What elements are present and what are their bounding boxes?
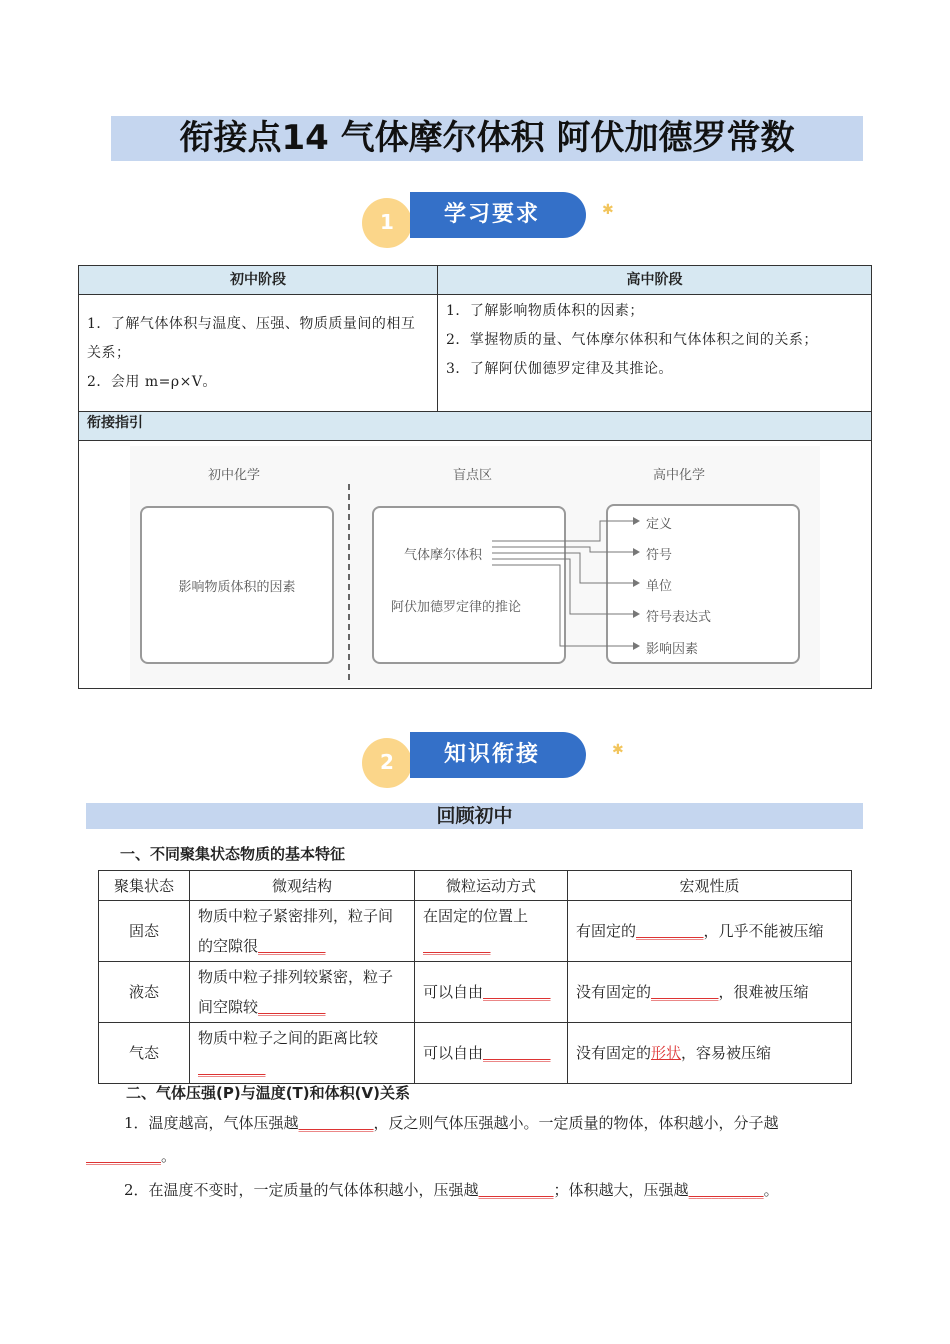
- paragraph-2: [124, 1174, 864, 1207]
- answer-blank[interactable]: _________: [651, 983, 719, 1001]
- senior-item: 单位: [646, 579, 673, 594]
- bridge-diagram: [130, 446, 820, 686]
- junior-cell: [79, 295, 438, 412]
- macro-tail: ，容易被压缩: [681, 1044, 772, 1062]
- col-senior-label: 高中化学: [653, 468, 706, 483]
- answer-blank[interactable]: _________: [483, 983, 551, 1001]
- paragraph-text: 。: [763, 1181, 779, 1199]
- paragraph-text: 1．温度越高，气体压强越: [124, 1114, 299, 1132]
- star-icon: ✱: [612, 742, 624, 758]
- state-cell: 固态: [99, 901, 190, 962]
- connector-line: [492, 559, 633, 614]
- table-row: [99, 962, 852, 1023]
- macro-text: 没有固定的: [576, 983, 652, 1001]
- answer-blank[interactable]: _________: [483, 1044, 551, 1062]
- junior-box-text: 影响物质体积的因素: [178, 580, 296, 595]
- senior-item: 3．了解阿伏伽德罗定律及其推论。: [446, 361, 673, 377]
- table-row: [99, 901, 852, 962]
- answer-blank[interactable]: __________: [688, 1181, 764, 1199]
- micro-text: 物质中粒子排列较紧密，粒子间空隙较: [198, 968, 394, 1016]
- col-blind-label: 盲点区: [453, 468, 493, 483]
- col-junior-label: 初中化学: [208, 468, 261, 483]
- connector-line: [492, 521, 633, 541]
- head-senior: 高中阶段: [438, 266, 872, 295]
- table-header: 微粒运动方式: [415, 871, 568, 901]
- badge-number: 1: [380, 210, 394, 234]
- part2-heading: 二、气体压强(P)与温度(T)和体积(V)关系: [126, 1084, 410, 1102]
- senior-item: 符号: [646, 548, 673, 563]
- state-cell: 液态: [99, 962, 190, 1023]
- paragraph-1: [86, 1107, 863, 1173]
- motion-cell: [415, 962, 568, 1023]
- section-badge-1: [362, 192, 622, 244]
- motion-cell: [415, 901, 568, 962]
- connector-lines: [130, 446, 820, 686]
- section-badge-2: [362, 732, 632, 784]
- table-header: 微观结构: [190, 871, 415, 901]
- states-table: [98, 870, 852, 1084]
- answer-blank[interactable]: _________: [258, 937, 326, 955]
- answer-blank[interactable]: __________: [478, 1181, 554, 1199]
- micro-cell: [190, 1023, 415, 1084]
- paragraph-text: ；体积越大，压强越: [553, 1181, 689, 1199]
- macro-text: 没有固定的: [576, 1044, 652, 1062]
- junior-item: 1．了解气体体积与温度、压强、物质质量间的相互关系；: [87, 315, 416, 361]
- arrow-icon: [633, 517, 640, 525]
- connector-line: [492, 553, 633, 583]
- senior-cell: [438, 295, 872, 412]
- part1-heading: 一、不同聚集状态物质的基本特征: [120, 845, 346, 863]
- arrow-icon: [633, 642, 640, 650]
- motion-cell: [415, 1023, 568, 1084]
- senior-item: 1．了解影响物质体积的因素；: [446, 303, 644, 319]
- motion-text: 可以自由: [423, 983, 484, 1001]
- answer-blank[interactable]: _________: [258, 998, 326, 1016]
- head-junior: 初中阶段: [79, 266, 438, 295]
- connector-line: [492, 565, 633, 646]
- arrow-icon: [633, 548, 640, 556]
- table-header: 聚集状态: [99, 871, 190, 901]
- junior-item: 2．会用 m=ρ×V。: [87, 373, 217, 390]
- micro-text: 物质中粒子紧密排列，粒子间的空隙很: [198, 907, 394, 955]
- senior-item: 影响因素: [646, 642, 699, 657]
- micro-cell: [190, 901, 415, 962]
- answer-blank[interactable]: __________: [86, 1147, 161, 1165]
- macro-cell: [568, 962, 852, 1023]
- macro-tail: ，很难被压缩: [718, 983, 809, 1001]
- macro-text: 有固定的: [576, 922, 637, 940]
- senior-item: 定义: [646, 517, 673, 532]
- micro-cell: [190, 962, 415, 1023]
- macro-cell: [568, 1023, 852, 1084]
- badge-label: 学习要求: [410, 192, 586, 238]
- blind-item: 阿伏加德罗定律的推论: [391, 600, 522, 615]
- connector-line: [492, 547, 633, 552]
- arrow-icon: [633, 579, 640, 587]
- micro-text: 物质中粒子之间的距离比较: [198, 1029, 379, 1047]
- star-icon: ✱: [602, 202, 614, 218]
- page-title: 衔接点14 气体摩尔体积 阿伏加德罗常数: [179, 118, 795, 158]
- paragraph-text: 2．在温度不变时，一定质量的气体体积越小，压强越: [124, 1181, 479, 1199]
- arrow-icon: [633, 610, 640, 618]
- state-cell: 气态: [99, 1023, 190, 1084]
- macro-tail: ，几乎不能被压缩: [703, 922, 824, 940]
- review-title: 回顾初中: [436, 805, 513, 827]
- answer-blank[interactable]: __________: [298, 1114, 374, 1132]
- badge-label: 知识衔接: [410, 732, 586, 778]
- paragraph-text: 。: [161, 1147, 177, 1165]
- motion-text: 在固定的位置上: [423, 907, 529, 925]
- answer-blank[interactable]: 形状: [651, 1044, 682, 1062]
- answer-blank[interactable]: _________: [636, 922, 704, 940]
- guide-label: 衔接指引: [79, 412, 872, 441]
- badge-number: 2: [380, 750, 394, 774]
- table-header: 宏观性质: [568, 871, 852, 901]
- paragraph-text: ，反之则气体压强越小。一定质量的物体，体积越小，分子越: [373, 1114, 779, 1132]
- senior-item: 符号表达式: [646, 610, 712, 625]
- motion-text: 可以自由: [423, 1044, 484, 1062]
- macro-cell: [568, 901, 852, 962]
- senior-item: 2．掌握物质的量、气体摩尔体积和气体体积之间的关系；: [446, 332, 818, 348]
- blind-item: 气体摩尔体积: [404, 548, 483, 563]
- answer-blank[interactable]: _________: [423, 937, 491, 955]
- table-row: [99, 1023, 852, 1084]
- answer-blank[interactable]: _________: [198, 1059, 266, 1077]
